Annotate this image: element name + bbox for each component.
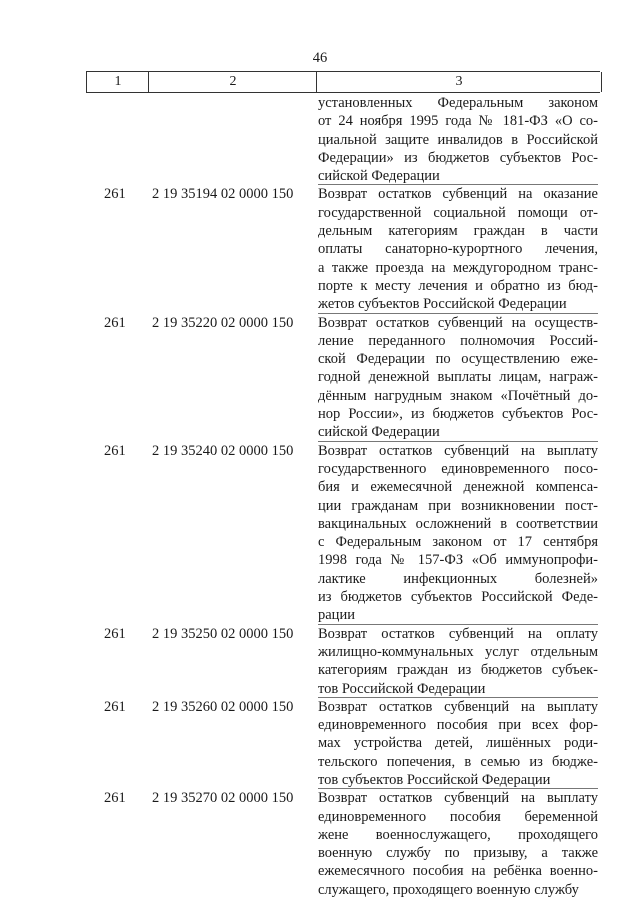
description-line: Возврат остатков субвенций на осуществ- xyxy=(318,314,598,331)
description-line: а также проезда на междугородном транс- xyxy=(318,259,598,276)
row-description xyxy=(318,625,598,698)
header-column-1: 1 xyxy=(86,72,149,92)
description-line: военную службу по призыву, а также xyxy=(318,845,598,862)
description-line: из бюджетов субъектов Российской Феде- xyxy=(318,589,598,606)
description-line: Возврат остатков субвенций на оказание xyxy=(318,186,598,203)
row-number: 261 xyxy=(104,698,126,715)
description-line: циальной защите инвалидов в Российской xyxy=(318,131,598,148)
description-line: сийской Федерации xyxy=(318,168,440,185)
description-line: дённым нагрудным знаком «Почётный до- xyxy=(318,387,598,404)
description-line: тов субъектов Российской Федерации xyxy=(318,771,551,788)
description-line: бия и ежемесячной денежной компенса- xyxy=(318,479,598,496)
table-row xyxy=(0,625,640,698)
row-number: 261 xyxy=(104,442,126,459)
description-line: жилищно-коммунальных услуг отдельным xyxy=(318,643,598,660)
description-line: сийской Федерации xyxy=(318,424,440,441)
description-line: порте к месту лечения и обратно из бюд- xyxy=(318,277,598,294)
description-line: тельского попечения, в семью из бюдже- xyxy=(318,753,598,770)
description-line: годной денежной выплаты лицам, награж- xyxy=(318,369,598,386)
description-line: мах устройства детей, лишённых роди- xyxy=(318,735,598,752)
description-line: ской Федерации по осуществлению еже- xyxy=(318,351,598,368)
row-description xyxy=(318,789,598,899)
description-line: Возврат остатков субвенций на выплату xyxy=(318,442,598,459)
description-line: от 24 ноября 1995 года № 181-ФЗ «О со- xyxy=(318,113,598,130)
row-description xyxy=(318,94,598,185)
description-line: ление переданного полномочия Россий- xyxy=(318,332,598,349)
budget-code: 2 19 35270 02 0000 150 xyxy=(152,790,294,807)
row-description xyxy=(318,185,598,313)
description-line: тов Российской Федерации xyxy=(318,680,486,697)
description-line: государственного единовременного посо- xyxy=(318,460,598,477)
description-line: государственной социальной помощи от- xyxy=(318,204,598,221)
table-row xyxy=(0,789,640,899)
description-line: единовременного пособия беременной xyxy=(318,808,598,825)
description-line: жене военнослужащего, проходящего xyxy=(318,826,598,843)
row-description xyxy=(318,442,598,625)
header-column-2: 2 xyxy=(148,72,317,92)
description-line: 1998 года № 157-ФЗ «Об иммунопрофи- xyxy=(318,552,598,569)
description-line: Федерации» из бюджетов субъектов Рос- xyxy=(318,149,598,166)
description-line: ежемесячного пособия на ребёнка военно- xyxy=(318,863,598,880)
description-line: служащего, проходящего военную службу xyxy=(318,881,579,898)
page-number: 46 xyxy=(312,50,328,66)
row-number: 261 xyxy=(104,625,126,642)
row-number: 261 xyxy=(104,790,126,807)
description-line: рации xyxy=(318,607,355,624)
description-line: оплаты санаторно-курортного лечения, xyxy=(318,241,598,258)
table-row xyxy=(0,698,640,789)
row-number: 261 xyxy=(104,186,126,203)
table-row xyxy=(0,314,640,442)
table-row xyxy=(0,94,640,185)
description-line: Возврат остатков субвенций на выплату xyxy=(318,698,598,715)
description-line: вакцинальных осложнений в соответствии xyxy=(318,515,598,532)
description-line: категориям граждан из бюджетов субъек- xyxy=(318,662,598,679)
description-line: жетов субъектов Российской Федерации xyxy=(318,296,567,313)
budget-code: 2 19 35240 02 0000 150 xyxy=(152,442,294,459)
budget-code: 2 19 35260 02 0000 150 xyxy=(152,698,294,715)
description-line: установленных Федеральным законом xyxy=(318,95,598,111)
table-row xyxy=(0,442,640,625)
description-line: Возврат остатков субвенций на выплату xyxy=(318,790,598,807)
row-number: 261 xyxy=(104,314,126,331)
row-description xyxy=(318,314,598,442)
budget-code: 2 19 35220 02 0000 150 xyxy=(152,314,294,331)
table-row xyxy=(0,185,640,313)
budget-code: 2 19 35250 02 0000 150 xyxy=(152,625,294,642)
description-line: лактике инфекционных болезней» xyxy=(318,570,598,587)
description-line: нор России», из бюджетов субъектов Рос- xyxy=(318,406,598,423)
table-header-row xyxy=(86,71,600,93)
description-line: Возврат остатков субвенций на оплату xyxy=(318,625,598,642)
budget-code: 2 19 35194 02 0000 150 xyxy=(152,186,294,203)
description-line: единовременного пособия при всех фор- xyxy=(318,717,598,734)
description-line: ции гражданам при возникновении пост- xyxy=(318,497,598,514)
header-column-3: 3 xyxy=(316,72,602,92)
description-line: дельным категориям граждан в части xyxy=(318,223,598,240)
description-line: с Федеральным законом от 17 сентября xyxy=(318,534,598,551)
row-description xyxy=(318,698,598,789)
table-body xyxy=(0,94,640,899)
